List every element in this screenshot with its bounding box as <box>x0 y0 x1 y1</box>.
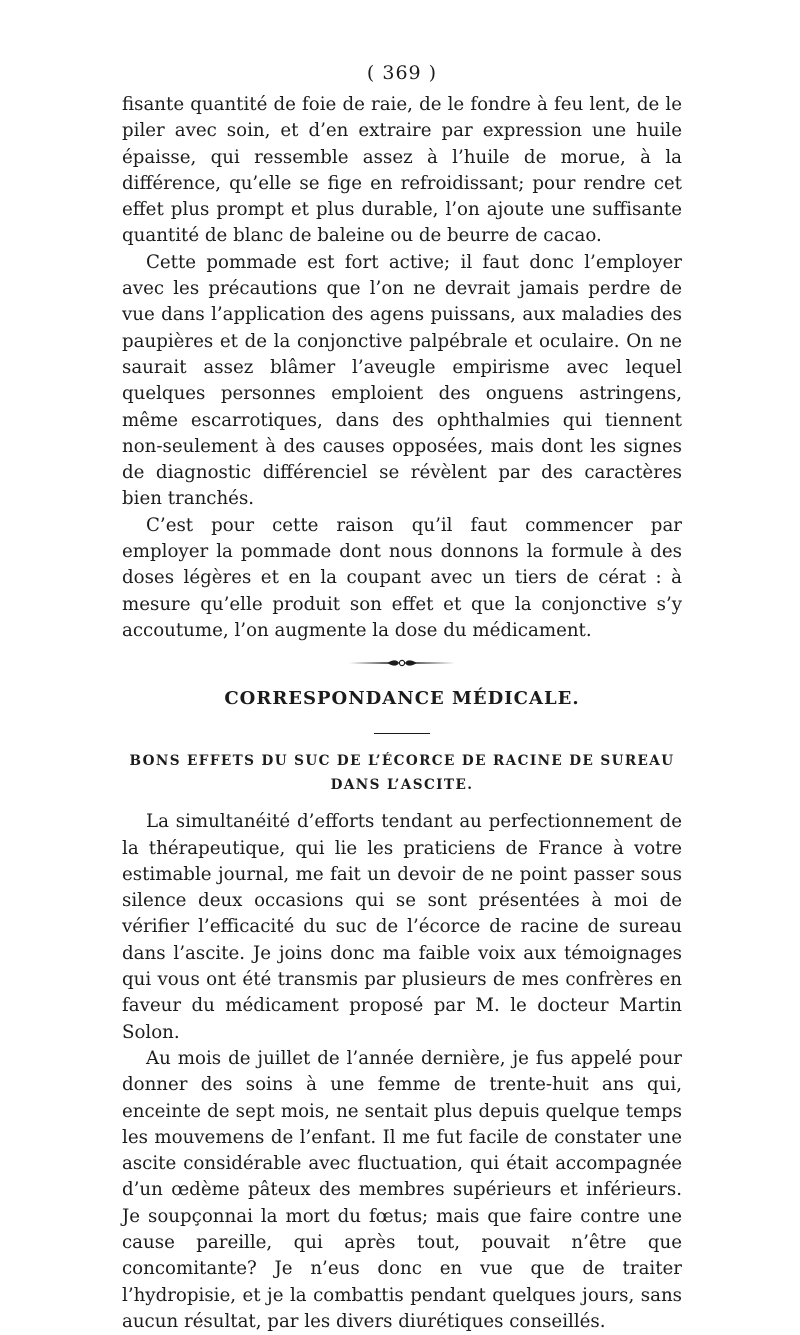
section-title: CORRESPONDANCE MÉDICALE. <box>224 688 580 710</box>
horizontal-rule <box>374 733 430 734</box>
page-number: ( 369 ) <box>366 62 438 84</box>
article-title-line-2: DANS L’ASCITE. <box>330 777 474 794</box>
section-ornament <box>122 654 682 668</box>
paragraph-case-report: Au mois de juillet de l’année dernière, je fus appelé pour donner des soins à une femme de trente-huit ans qui, enceinte de sept mois, ne sentait plus depuis quelque temps les mouvemens de l’enfant. Il me fut facile de constater une ascite considérable avec fluctuation, qui était accompagnée d’un œdème pâteux des membres supérieurs et inférieurs. Je soupçonnai la mort du fœtus; mais que faire contre une cause pareille, qui après tout, pouvait n’être que concomitante? Je n’eus donc en vue que de traiter l’hydropisie, et je la combattis pendant quelques jours, sans aucun résultat, par les divers diurétiques conseillés. <box>122 1047 682 1332</box>
article-title-line-1: BONS EFFETS DU SUC DE L’ÉCORCE DE RACINE DE SUREAU <box>129 753 675 770</box>
ornament-divider-icon <box>347 657 457 669</box>
paragraph-dosage: C’est pour cette raison qu’il faut commencer par employer la pommade dont nous donnons la formule à des doses légères et en la coupant avec un tiers de cérat : à mesure qu’elle produit son effet et que la conjonctive s’y accoutume, l’on augmente la dose du médicament. <box>122 514 682 641</box>
paragraph-letter-intro: La simultanéité d’efforts tendant au perfectionnement de la thérapeutique, qui lie les praticiens de France à votre estimable journal, me fait un devoir de ne point passer sous silence deux occasions qui se sont présentées à moi de vérifier l’efficacité du suc de l’écorce de racine de sureau dans l’ascite. Je joins donc ma faible voix aux témoignages qui vous ont été transmis par plusieurs de mes confrères en faveur du médicament proposé par M. le docteur Martin Solon. <box>122 811 682 1043</box>
article-title <box>122 749 682 797</box>
title-rule <box>122 719 682 731</box>
paragraph-continuation: fisante quantité de foie de raie, de le fondre à feu lent, de le piler avec soin, et d’en extraire par expression une huile épaisse, qui ressemble assez à l’huile de morue, à la différence, qu’elle se fige en refroidissant; pour rendre cet effet plus prompt et plus durable, l’on ajoute une suffisante quantité de blanc de baleine ou de beurre de cacao. <box>122 94 682 247</box>
paragraph-pommade: Cette pommade est fort active; il faut donc l’employer avec les précautions que l’on ne devrait jamais perdre de vue dans l’application des agens puissans, aux maladies des paupières et de la conjonctive palpébrale et oculaire. On ne saurait assez blâmer l’aveugle empirisme avec lequel quelques personnes emploient des onguens astringens, même escarrotiques, dans des ophthalmies qui tiennent non-seulement à des causes opposées, mais dont les signes de diagnostic différenciel se révèlent par des caractères bien tranchés. <box>122 251 682 510</box>
